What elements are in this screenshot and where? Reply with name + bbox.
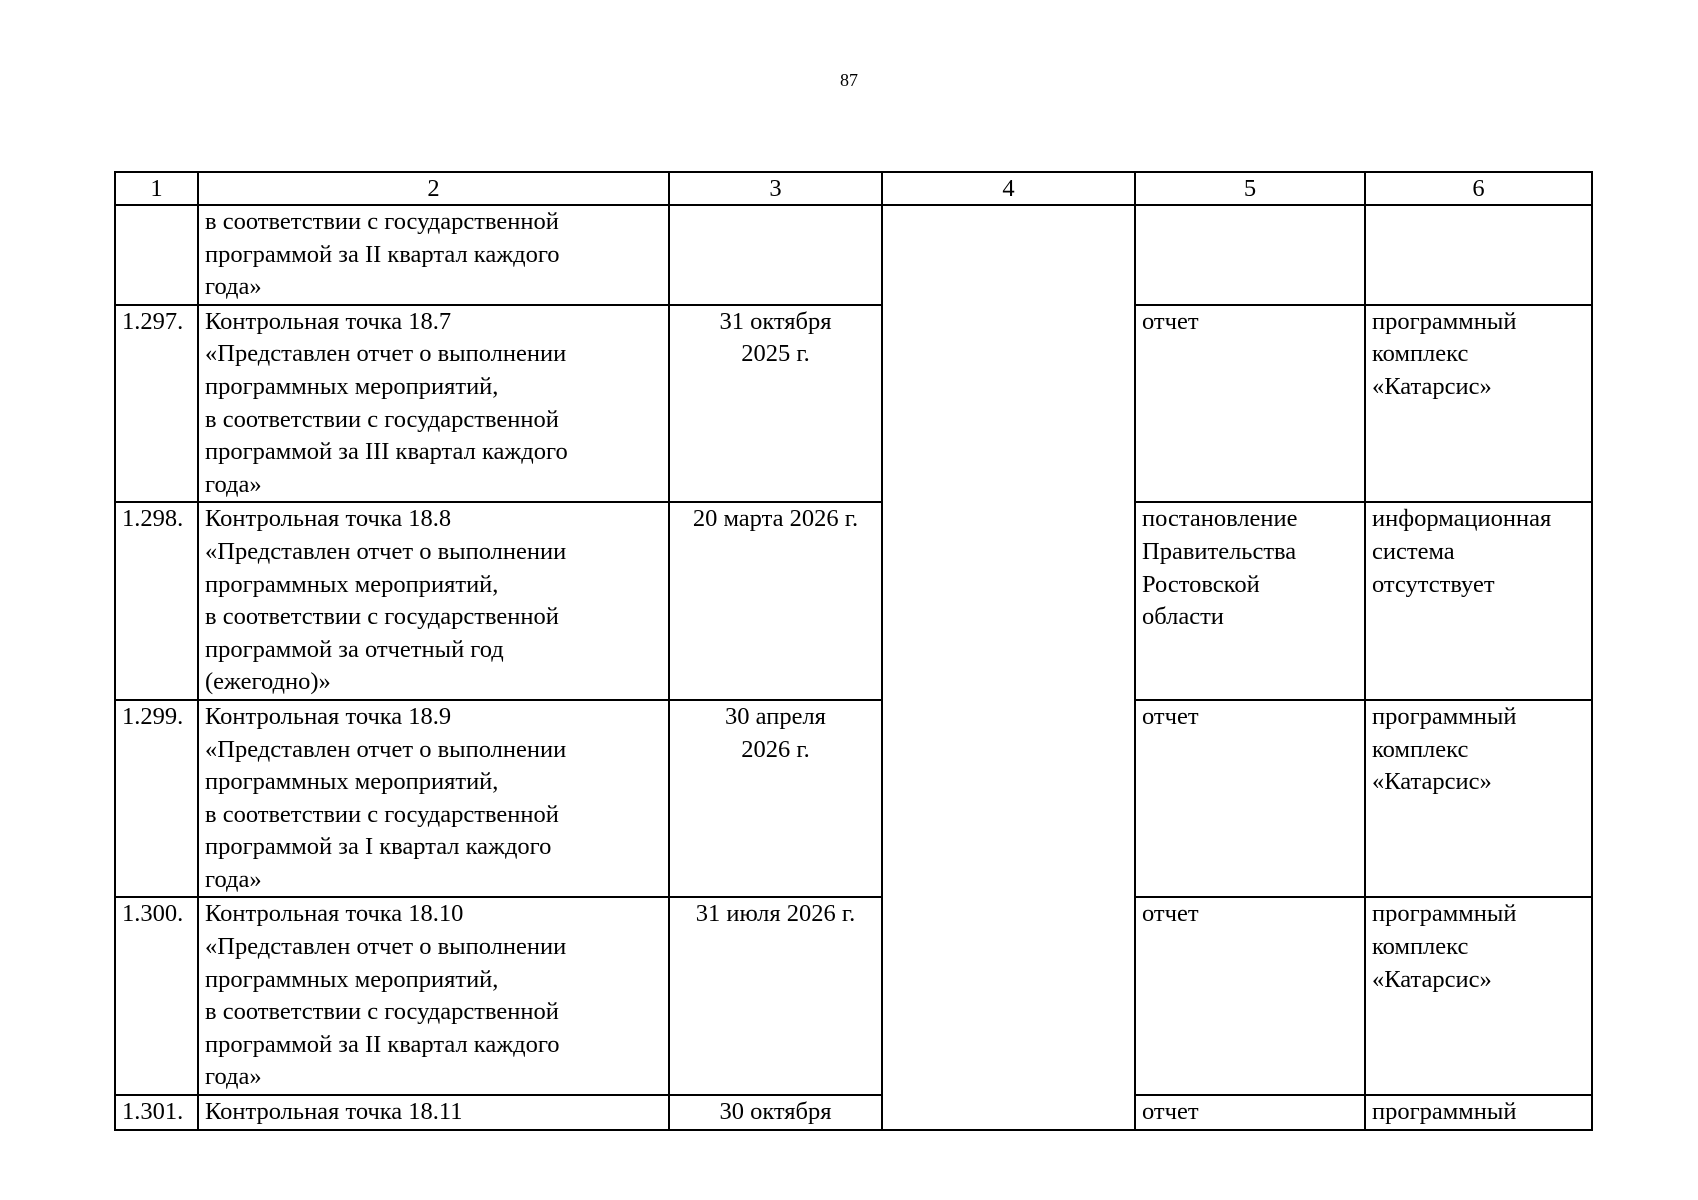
cell-line: программой за I квартал каждого: [205, 833, 552, 861]
page-number: 87: [840, 70, 858, 90]
cell-line: «Представлен отчет о выполнении: [205, 537, 567, 565]
information-system-cell: [1365, 205, 1592, 305]
description-cell: [198, 502, 669, 700]
cell-line: Контрольная точка 18.8: [205, 505, 452, 533]
cell-line: отчет: [1142, 1098, 1199, 1126]
cell-line: года»: [205, 1063, 262, 1091]
column-4-cell: [882, 205, 1135, 1130]
date-cell: [669, 1095, 882, 1130]
document-type-cell: [1135, 502, 1365, 700]
cell-line: комплекс: [1372, 340, 1469, 368]
cell-line: Контрольная точка 18.7: [205, 307, 452, 335]
cell-line: в соответствии с государственной: [205, 998, 559, 1026]
document-type-cell: [1135, 897, 1365, 1095]
header-cell: 1: [115, 172, 198, 205]
cell-line: в соответствии с государственной: [205, 603, 559, 631]
row-number: 1.299.: [122, 702, 184, 730]
row-number: 1.300.: [122, 900, 184, 928]
document-type-cell: [1135, 700, 1365, 898]
cell-line: 31 июля 2026 г.: [695, 900, 856, 928]
date-cell: [669, 305, 882, 503]
row-number-cell: [115, 897, 198, 1095]
information-system-cell: [1365, 700, 1592, 898]
control-points-table: [114, 171, 1593, 1131]
cell-line: комплекс: [1372, 735, 1469, 763]
cell-line: программный: [1372, 1098, 1517, 1126]
cell-line: 31 октября: [719, 307, 832, 335]
row-number-cell: [115, 205, 198, 305]
date-cell: [669, 897, 882, 1095]
cell-line: отсутствует: [1372, 570, 1495, 598]
table-row: [115, 205, 1592, 305]
cell-line: «Катарсис»: [1372, 372, 1492, 400]
information-system-cell: [1365, 1095, 1592, 1130]
cell-line: 30 октября: [719, 1098, 832, 1126]
cell-line: отчет: [1142, 307, 1199, 335]
cell-line: программный: [1372, 702, 1517, 730]
cell-line: программных мероприятий,: [205, 372, 499, 400]
cell-line: 30 апреля: [725, 702, 826, 730]
cell-line: программой за II квартал каждого: [205, 1030, 560, 1058]
document-type-cell: [1135, 205, 1365, 305]
cell-line: программой за отчетный год: [205, 635, 504, 663]
row-number-cell: [115, 1095, 198, 1130]
cell-line: «Катарсис»: [1372, 768, 1492, 796]
document-type-cell: [1135, 305, 1365, 503]
cell-line: комплекс: [1372, 933, 1469, 961]
cell-line: области: [1142, 603, 1224, 631]
row-number: 1.298.: [122, 505, 184, 533]
cell-line: «Представлен отчет о выполнении: [205, 340, 567, 368]
row-number-cell: [115, 700, 198, 898]
table-header-row: [115, 172, 1592, 205]
cell-line: программный: [1372, 307, 1517, 335]
cell-line: программой за III квартал каждого: [205, 438, 568, 466]
date-cell: [669, 502, 882, 700]
information-system-cell: [1365, 502, 1592, 700]
cell-line: в соответствии с государственной: [205, 800, 559, 828]
cell-line: Контрольная точка 18.10: [205, 900, 464, 928]
header-cell: 3: [669, 172, 882, 205]
cell-line: года»: [205, 273, 262, 301]
header-cell: 6: [1365, 172, 1592, 205]
cell-line: система: [1372, 537, 1455, 565]
cell-line: «Катарсис»: [1372, 965, 1492, 993]
cell-line: программой за II квартал каждого: [205, 240, 560, 268]
cell-line: 2026 г.: [741, 735, 810, 763]
cell-line: 20 марта 2026 г.: [692, 505, 859, 533]
description-cell: [198, 700, 669, 898]
cell-line: программных мероприятий,: [205, 965, 499, 993]
description-cell: [198, 205, 669, 305]
cell-line: «Представлен отчет о выполнении: [205, 933, 567, 961]
date-cell: [669, 205, 882, 305]
cell-line: постановление: [1142, 505, 1298, 533]
cell-line: года»: [205, 865, 262, 893]
table-row: [115, 700, 1592, 898]
row-number: 1.297.: [122, 307, 184, 335]
table-row: [115, 1095, 1592, 1130]
cell-line: «Представлен отчет о выполнении: [205, 735, 567, 763]
cell-line: отчет: [1142, 702, 1199, 730]
information-system-cell: [1365, 305, 1592, 503]
cell-line: (ежегодно)»: [205, 668, 331, 696]
cell-line: 2025 г.: [741, 340, 810, 368]
cell-line: информационная: [1372, 505, 1552, 533]
information-system-cell: [1365, 897, 1592, 1095]
table-row: [115, 305, 1592, 503]
cell-line: Правительства: [1142, 537, 1297, 565]
table-row: [115, 502, 1592, 700]
description-cell: [198, 305, 669, 503]
cell-line: в соответствии с государственной: [205, 208, 559, 235]
row-number-cell: [115, 502, 198, 700]
cell-line: Контрольная точка 18.11: [205, 1098, 463, 1126]
cell-line: в соответствии с государственной: [205, 405, 559, 433]
cell-line: программных мероприятий,: [205, 768, 499, 796]
header-cell: 2: [198, 172, 669, 205]
cell-line: программный: [1372, 900, 1517, 928]
header-cell: 4: [882, 172, 1135, 205]
table-row: [115, 897, 1592, 1095]
cell-line: Ростовской: [1142, 570, 1260, 598]
cell-line: отчет: [1142, 900, 1199, 928]
row-number: 1.301.: [122, 1098, 184, 1126]
cell-line: Контрольная точка 18.9: [205, 702, 452, 730]
cell-line: программных мероприятий,: [205, 570, 499, 598]
date-cell: [669, 700, 882, 898]
row-number-cell: [115, 305, 198, 503]
document-type-cell: [1135, 1095, 1365, 1130]
cell-line: года»: [205, 470, 262, 498]
header-cell: 5: [1135, 172, 1365, 205]
description-cell: [198, 897, 669, 1095]
description-cell: [198, 1095, 669, 1130]
